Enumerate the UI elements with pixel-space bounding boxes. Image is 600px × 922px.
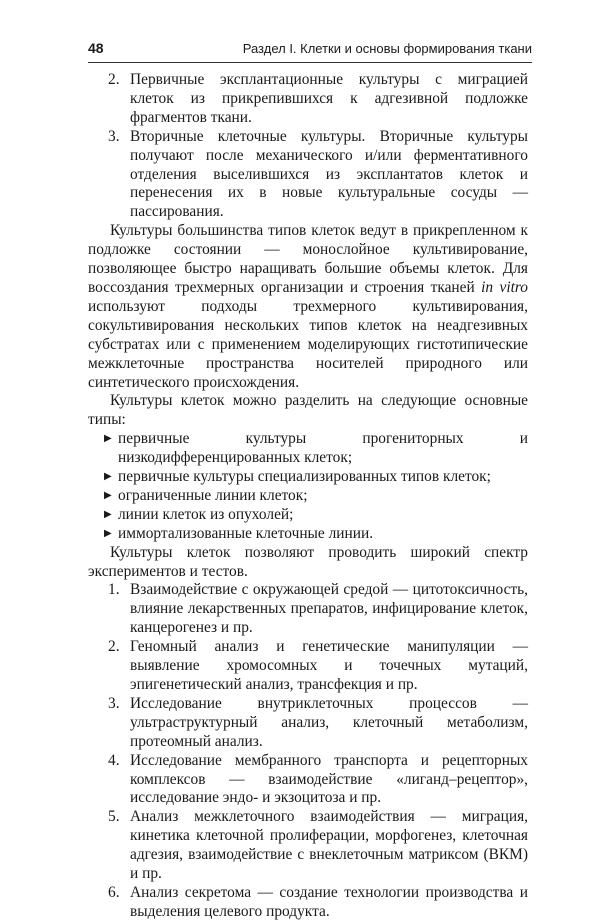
list-item bbox=[108, 638, 528, 695]
bullet-icon: ▶ bbox=[104, 508, 112, 520]
page-number: 48 bbox=[88, 40, 104, 56]
bullet-text: иммортализованные клеточные линии. bbox=[118, 524, 374, 542]
item-text: Исследование внутриклеточных процессов — ультраструктурный анализ, клеточный метаболизм, протеомный анализ. bbox=[130, 694, 528, 750]
item-number: 3. bbox=[108, 694, 120, 712]
item-text: Анализ межклеточного взаимодействия — миграция, кинетика клеточной пролиферации, морфогенез, клеточная адгезия, взаимодействие с внеклеточным матриксом (ВКМ) и пр. bbox=[130, 808, 528, 883]
list-item bbox=[108, 128, 528, 223]
item-text: Первичные эксплантационные культуры с миграцией клеток из прикрепившихся к адгезивной подложке фрагментов ткани. bbox=[130, 71, 528, 126]
item-number: 2. bbox=[108, 638, 120, 656]
item-text: Вторичные клеточные культуры. Вторичные культуры получают после механического и/или ферментативного отделения выселившихся из эксплантатов клеток и перенесения их в новые культуральные сосуды — пассирования. bbox=[130, 127, 528, 221]
list-item bbox=[108, 581, 528, 638]
page-body bbox=[88, 71, 528, 922]
paragraph-experiments: Культуры клеток позволяют проводить широкий спектр экспериментов и тестов. bbox=[88, 543, 528, 580]
bullet-item bbox=[104, 468, 528, 487]
paragraph-classification: Культуры клеток можно разделить на следующие основные типы: bbox=[88, 392, 528, 429]
bullet-text: первичные культуры прогениторных и низкодифференцированных клеток; bbox=[118, 430, 528, 467]
bullet-text: линии клеток из опухолей; bbox=[118, 505, 294, 523]
bullet-icon: ▶ bbox=[104, 471, 112, 483]
bullet-item bbox=[104, 506, 528, 525]
bullet-item bbox=[104, 430, 528, 468]
item-text: Анализ секретома — создание технологии производства и выделения целевого продукта. bbox=[130, 883, 528, 920]
list-item bbox=[108, 695, 528, 752]
list-item bbox=[108, 71, 528, 128]
item-number: 5. bbox=[108, 808, 120, 826]
bullet-text: первичные культуры специализированных типов клеток; bbox=[118, 468, 491, 486]
list-item bbox=[108, 808, 528, 884]
item-text: Взаимодействие с окружающей средой — цитотоксичность, влияние лекарственных препаратов, инфицирование клеток, канцерогенез и пр. bbox=[130, 581, 528, 637]
item-text: Геномный анализ и генетические манипуляции — выявление хромосомных и точечных мутаций, эпигенетический анализ, трансфекция и пр. bbox=[130, 638, 528, 693]
italic-term: in vitro bbox=[481, 278, 528, 296]
list-item bbox=[108, 884, 528, 922]
list-item bbox=[108, 752, 528, 809]
item-number: 2. bbox=[108, 71, 120, 88]
paragraph-culture-types: Культуры большинства типов клеток ведут в прикрепленном к подложке состоянии — монослойное культивирование, позволяющее быстро наращивать большие объемы клеток. Для воссоздания трехмерных организации и строения тканей in vitro используют подходы трехмерного культивирования, сокультивирования нескольких типов клеток на неадгезивных субстратах или с применением моделирующих гистотипические межклеточные пространства носителей природного или синтетического происхождения. bbox=[88, 222, 528, 391]
bullet-item bbox=[104, 525, 528, 544]
item-number: 4. bbox=[108, 751, 120, 769]
running-header bbox=[88, 40, 532, 63]
item-number: 3. bbox=[108, 127, 120, 145]
bullet-text: ограниченные линии клеток; bbox=[118, 486, 308, 504]
bullet-icon: ▶ bbox=[104, 433, 112, 445]
item-number: 6. bbox=[108, 883, 120, 901]
item-text: Исследование мембранного транспорта и рецепторных комплексов — взаимодействие «лиганд–рецептор», исследование эндо- и экзоцитоза и пр. bbox=[130, 751, 528, 807]
running-title: Раздел I. Клетки и основы формирования ткани bbox=[242, 41, 532, 56]
item-number: 1. bbox=[108, 581, 120, 599]
bullet-icon: ▶ bbox=[104, 527, 112, 539]
bullet-icon: ▶ bbox=[104, 489, 112, 501]
bullet-item bbox=[104, 487, 528, 506]
